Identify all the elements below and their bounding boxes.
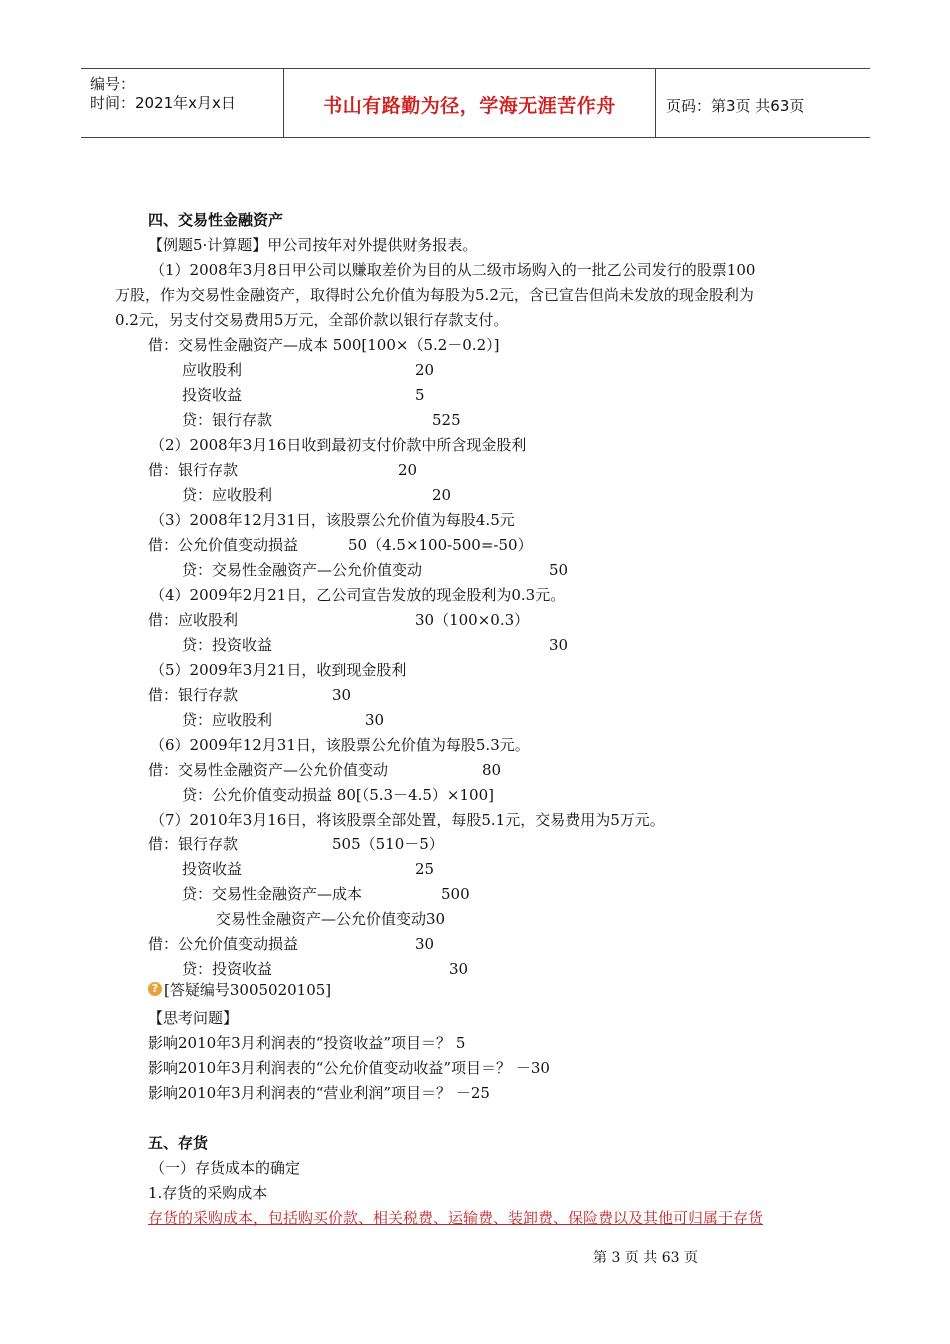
header-motto-cell: [284, 69, 656, 137]
journal-amount: 5: [415, 386, 425, 404]
journal-account: 借：银行存款: [148, 835, 239, 853]
section-title: 五、存货: [148, 1134, 209, 1152]
doc-time-label: 时间：2021年x月x日: [90, 94, 236, 112]
journal-amount: 30: [365, 711, 385, 729]
think-question: 影响2010年3月利润表的“营业利润”项目＝？ －25: [148, 1084, 490, 1102]
page-header: [81, 68, 870, 138]
journal-account: 借：公允价值变动损益: [148, 935, 299, 953]
header-motto: 书山有路勤为径，学海无涯苦作舟: [323, 95, 616, 117]
journal-amount: 500: [441, 885, 470, 903]
paragraph-line: 0.2元，另支付交易费用5万元，全部价款以银行存款支付。: [115, 311, 509, 329]
paragraph-line: （7）2010年3月16日，将该股票全部处置，每股5.1元，交易费用为5万元。: [150, 811, 665, 829]
journal-account: 贷：投资收益: [182, 960, 273, 978]
think-heading: 【思考问题】: [148, 1009, 239, 1027]
journal-account: 借：交易性金融资产—公允价值变动: [148, 761, 389, 779]
doc-number-label: 编号：: [90, 75, 136, 93]
journal-amount: 50（4.5×100-500=-50）: [348, 536, 533, 554]
journal-account: 借：银行存款: [148, 461, 239, 479]
journal-account: 借：应收股利: [148, 611, 239, 629]
journal-account: 应收股利: [182, 361, 243, 379]
journal-account: 贷：应收股利: [182, 486, 273, 504]
journal-amount: 30: [449, 960, 469, 978]
journal-account: 借：公允价值变动损益: [148, 536, 299, 554]
journal-account: 投资收益: [182, 860, 243, 878]
paragraph-line: 万股，作为交易性金融资产，取得时公允价值为每股为5.2元，含已宣告但尚未发放的现金股利为: [115, 286, 754, 304]
journal-entry: 借：交易性金融资产—成本 500[100×（5.2－0.2）]: [148, 336, 500, 354]
journal-account: 借：银行存款: [148, 686, 239, 704]
journal-amount: 50: [549, 561, 569, 579]
journal-amount: 525: [432, 411, 461, 429]
journal-amount: 20: [415, 361, 435, 379]
header-page-cell: [656, 69, 870, 137]
qa-reference: [答疑编号3005020105]: [164, 981, 332, 999]
journal-amount: 30: [549, 636, 569, 654]
paragraph-line: （3）2008年12月31日，该股票公允价值为每股4.5元: [150, 511, 515, 529]
subsection-title: 1.存货的采购成本: [148, 1184, 268, 1202]
journal-account: 贷：投资收益: [182, 636, 273, 654]
question-icon[interactable]: ?: [148, 982, 162, 996]
journal-amount: 80: [482, 761, 502, 779]
journal-entry: 交易性金融资产—公允价值变动30: [216, 910, 446, 928]
highlighted-paragraph: 存货的采购成本，包括购买价款、相关税费、运输费、装卸费、保险费以及其他可归属于存货: [148, 1209, 764, 1227]
header-meta-cell: [81, 69, 284, 137]
paragraph-line: （5）2009年3月21日，收到现金股利: [150, 661, 407, 679]
paragraph-line: （6）2009年12月31日，该股票公允价值为每股5.3元。: [150, 736, 530, 754]
journal-account: 贷：交易性金融资产—成本: [182, 885, 363, 903]
header-page-info: 页码：第3页 共63页: [666, 97, 805, 115]
paragraph-line: （2）2008年3月16日收到最初支付价款中所含现金股利: [150, 436, 527, 454]
think-question: 影响2010年3月利润表的“投资收益”项目＝？ 5: [148, 1034, 466, 1052]
think-question: 影响2010年3月利润表的“公允价值变动收益”项目＝？ －30: [148, 1059, 550, 1077]
journal-account: 投资收益: [182, 386, 243, 404]
journal-amount: 30: [332, 686, 352, 704]
journal-amount: 30: [415, 935, 435, 953]
paragraph-line: （1）2008年3月8日甲公司以赚取差价为目的从二级市场购入的一批乙公司发行的股票100: [150, 261, 756, 279]
example-heading: 【例题5·计算题】甲公司按年对外提供财务报表。: [148, 236, 478, 254]
paragraph-line: （4）2009年2月21日，乙公司宣告发放的现金股利为0.3元。: [150, 586, 566, 604]
journal-amount: 25: [415, 860, 435, 878]
subsection-title: （一）存货成本的确定: [150, 1159, 301, 1177]
journal-amount: 20: [432, 486, 452, 504]
journal-account: 贷：交易性金融资产—公允价值变动: [182, 561, 423, 579]
journal-account: 贷：银行存款: [182, 411, 273, 429]
page-footer: 第 3 页 共 63 页: [593, 1250, 698, 1266]
journal-amount: 20: [398, 461, 418, 479]
journal-account: 贷：应收股利: [182, 711, 273, 729]
journal-amount: 30（100×0.3）: [415, 611, 530, 629]
section-title: 四、交易性金融资产: [148, 211, 284, 229]
journal-entry: 贷：公允价值变动损益 80[（5.3－4.5）×100]: [182, 786, 494, 804]
journal-amount: 505（510－5）: [332, 835, 444, 853]
